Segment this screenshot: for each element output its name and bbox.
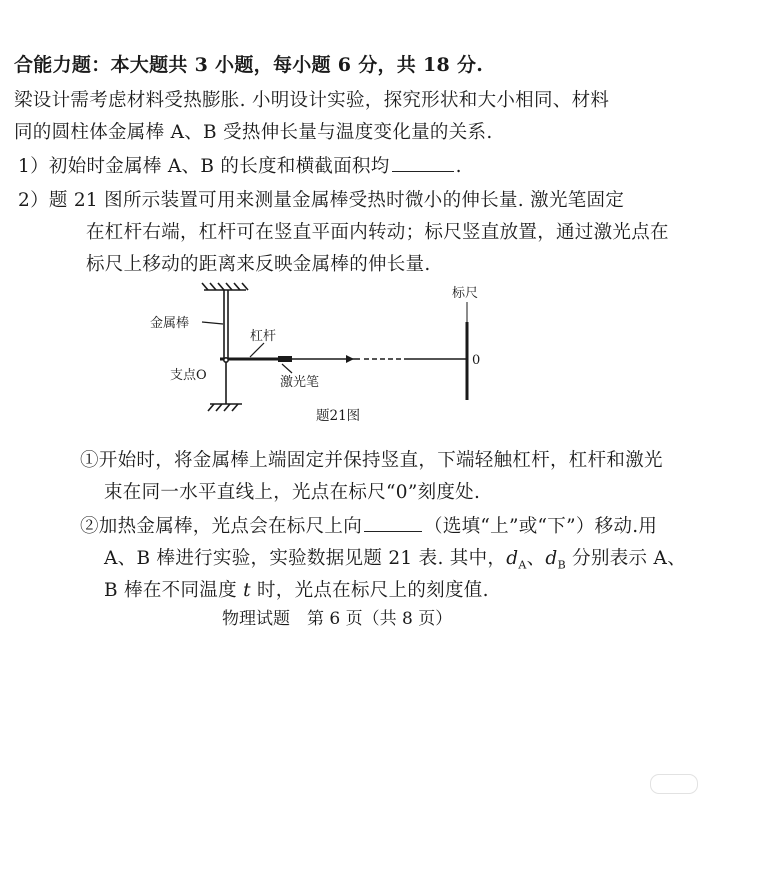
- step-1-line-1: ①开始时，将金属棒上端固定并保持竖直，下端轻触杠杆，杠杆和激光: [80, 450, 663, 471]
- section-heading: 合能力题：本大题共 3 小题，每小题 6 分，共 18 分.: [14, 54, 484, 76]
- symbol-dB-sub: B: [557, 558, 566, 572]
- laser-leader-line: [282, 364, 292, 373]
- step-2-text-2a: A、B 棒进行实验，实验数据见题 21 表. 其中，: [104, 548, 507, 569]
- question-2-number: 2）: [18, 190, 49, 211]
- symbol-t: t: [243, 580, 251, 601]
- label-pivot: 支点O: [170, 368, 207, 383]
- beam-arrow-icon: [346, 355, 354, 363]
- intro-line-1: 梁设计需考虑材料受热膨胀. 小明设计实验，探究形状和大小相同、材料: [14, 90, 610, 111]
- answer-blank-1[interactable]: [392, 170, 454, 172]
- symbol-dA-sub: A: [518, 558, 527, 572]
- watermark-badge: [650, 774, 698, 794]
- metal-rod: [224, 290, 228, 358]
- question-1-text: 初始时金属棒 A、B 的长度和横截面积均: [48, 156, 390, 177]
- step-2-text-2b: 分别表示 A、: [565, 548, 686, 569]
- figure-21-diagram: [140, 280, 510, 430]
- label-laser-pen: 激光笔: [280, 375, 320, 390]
- label-scale-zero: 0: [472, 353, 481, 368]
- figure-caption: 题21图: [316, 408, 361, 424]
- question-2-line-2: 在杠杆右端，杠杆可在竖直平面内转动；标尺竖直放置，通过激光点在: [86, 222, 669, 243]
- step-2-line-3: [104, 576, 489, 602]
- symbol-separator: 、: [526, 548, 546, 569]
- step-2-text-1a: ②加热金属棒，光点会在标尺上向: [80, 516, 363, 537]
- label-metal-rod: 金属棒: [150, 316, 190, 331]
- answer-blank-2[interactable]: [364, 530, 422, 532]
- step-2-line-2: [104, 544, 686, 572]
- page-footer: 物理试题 第 6 页（共 8 页）: [222, 609, 453, 629]
- pivot-stand: [208, 358, 242, 411]
- step-1-line-2: 束在同一水平直线上，光点在标尺“0”刻度处.: [104, 482, 481, 503]
- question-2-text-1: 题 21 图所示装置可用来测量金属棒受热时微小的伸长量. 激光笔固定: [48, 190, 625, 211]
- question-1-number: 1）: [18, 156, 49, 177]
- symbol-dB: d: [545, 548, 558, 569]
- question-2-line-1: [18, 186, 624, 212]
- lever-leader-line: [250, 343, 264, 357]
- question-1: [18, 152, 462, 178]
- label-lever: 杠杆: [250, 329, 277, 344]
- symbol-dA: d: [506, 548, 519, 569]
- intro-line-2: 同的圆柱体金属棒 A、B 受热伸长量与温度变化量的关系.: [14, 122, 493, 143]
- label-scale: 标尺: [452, 286, 479, 301]
- rod-leader-line: [202, 322, 223, 324]
- question-2-line-3: 标尺上移动的距离来反映金属棒的伸长量.: [86, 254, 431, 275]
- laser-pen: [278, 356, 292, 362]
- step-2-text-3a: B 棒在不同温度: [104, 580, 244, 601]
- question-1-tail: .: [455, 156, 462, 177]
- step-2-line-1: [80, 512, 657, 538]
- step-2-text-1b: （选填“上”或“下”）移动.用: [424, 516, 658, 537]
- step-2-text-3b: 时，光点在标尺上的刻度值.: [250, 580, 489, 601]
- ceiling-support: [202, 283, 248, 290]
